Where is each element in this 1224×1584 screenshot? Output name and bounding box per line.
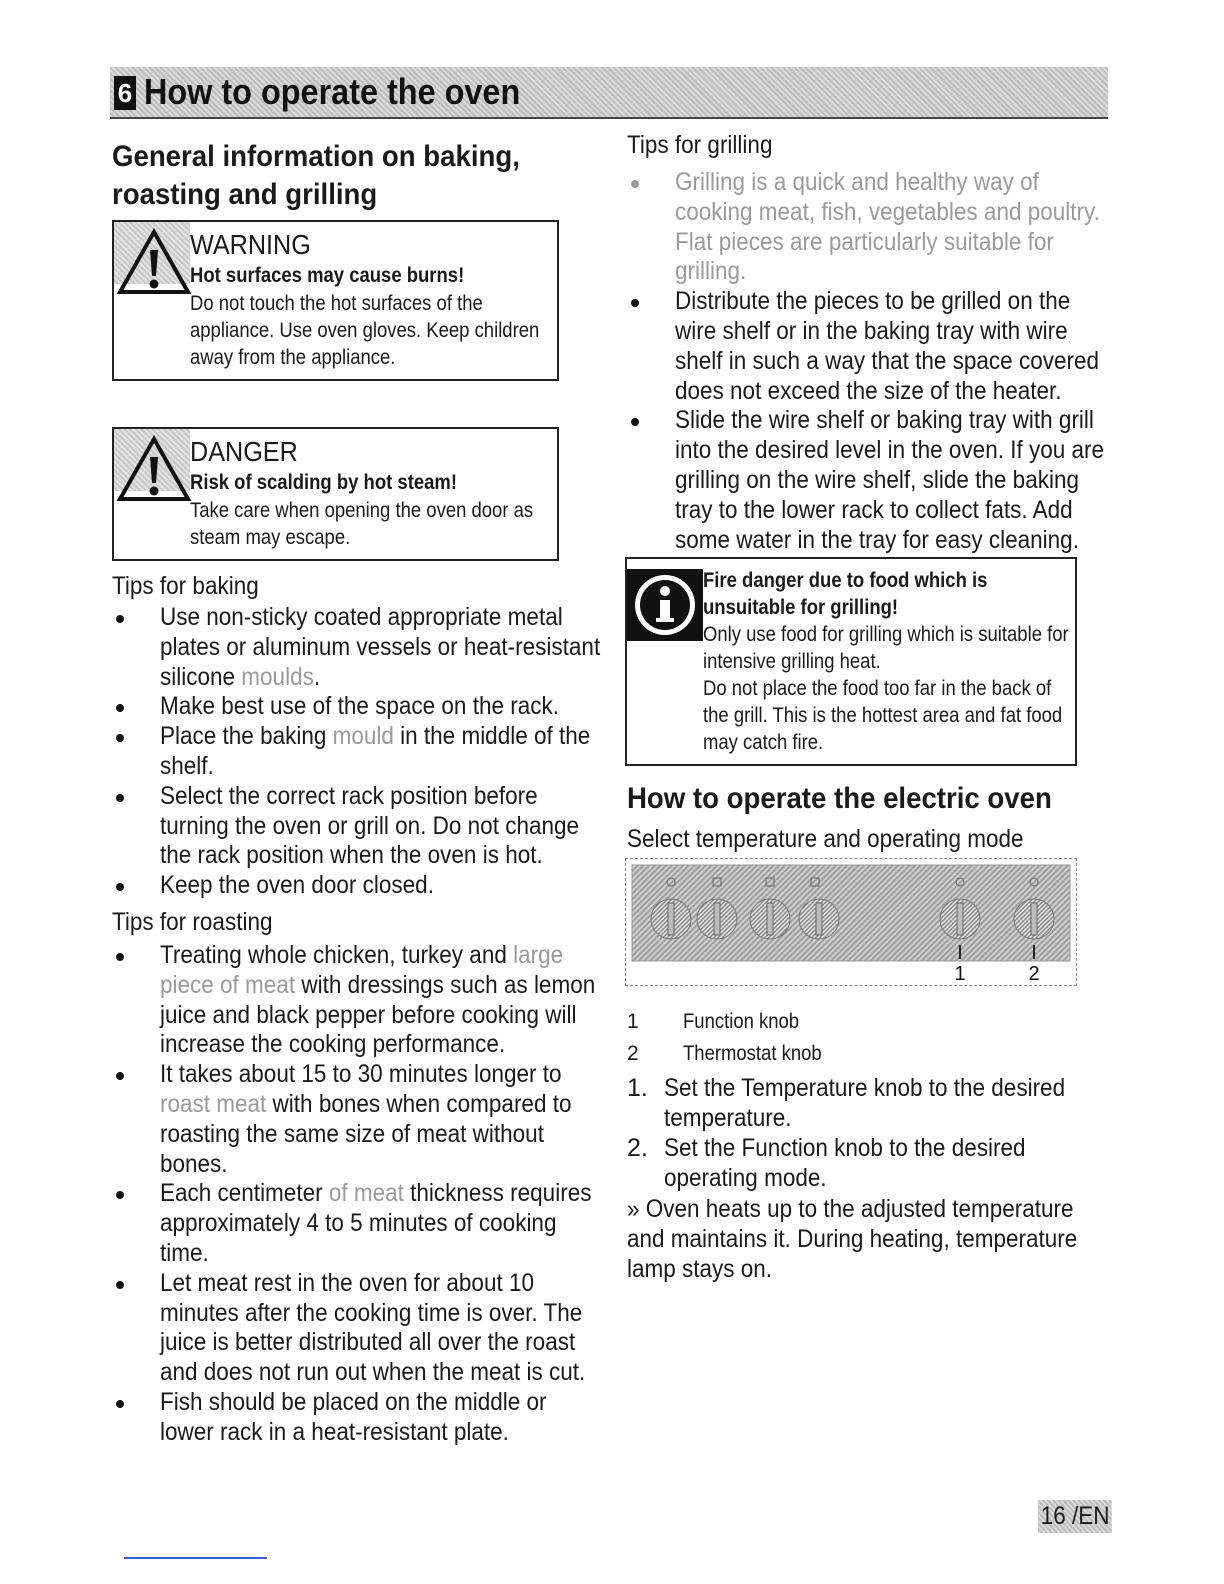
bullet-icon bbox=[116, 1072, 124, 1080]
bullet-icon bbox=[116, 794, 124, 802]
info-text: Only use food for grilling which is suitable for intensive grilling heat. bbox=[703, 623, 1069, 674]
danger-triangle-icon bbox=[116, 433, 192, 505]
danger-text: Take care when opening the oven door as steam may escape. bbox=[190, 499, 534, 549]
chapter-number-badge: 6 bbox=[114, 76, 136, 110]
list-item: Treating whole chicken, turkey and large piece of meat with dressings such as lemon juice and black pepper before cooking will increase the cooking performance. bbox=[112, 941, 602, 1060]
bullet-icon bbox=[631, 418, 639, 426]
callout-2: 2 bbox=[1028, 963, 1040, 986]
bullet-icon bbox=[116, 734, 124, 742]
grilling-tips-title: Tips for grilling bbox=[627, 131, 773, 159]
callout-1: 1 bbox=[954, 963, 966, 986]
list-item: Select the correct rack position before turning the oven or grill on. Do not change the rack position when the oven is hot. bbox=[112, 782, 602, 871]
bullet-icon bbox=[116, 615, 124, 623]
bullet-icon bbox=[631, 299, 639, 307]
warning-subheading: Hot surfaces may cause burns! bbox=[190, 264, 465, 287]
electric-oven-title: How to operate the electric oven bbox=[627, 782, 1052, 816]
chapter-header bbox=[110, 67, 1108, 119]
list-item: Keep the oven door closed. bbox=[112, 871, 602, 901]
legend-number: 1 bbox=[627, 1010, 639, 1034]
info-box bbox=[625, 557, 1077, 766]
bullet-icon bbox=[116, 1191, 124, 1199]
legend-label: Thermostat knob bbox=[683, 1042, 822, 1066]
roasting-tips-list bbox=[112, 941, 602, 1448]
page-number: 16 /EN bbox=[1038, 1500, 1112, 1533]
legend-label: Function knob bbox=[683, 1010, 800, 1034]
step-item: 1. Set the Temperature knob to the desired temperature. bbox=[627, 1074, 1066, 1133]
legend-row bbox=[627, 1038, 1107, 1070]
section-title-line: General information on baking, bbox=[112, 140, 520, 173]
footer-line bbox=[124, 1557, 267, 1559]
list-item: Make best use of the space on the rack. bbox=[112, 692, 602, 722]
grilling-tips-list bbox=[627, 168, 1107, 555]
warning-heading: WARNING bbox=[190, 229, 311, 260]
legend-number: 2 bbox=[627, 1042, 639, 1066]
info-heading-line: Fire danger due to food which is bbox=[703, 569, 988, 593]
legend-row bbox=[627, 1006, 1107, 1038]
warning-triangle-icon bbox=[116, 226, 192, 298]
step-item: 2. Set the Function knob to the desired operating mode. bbox=[627, 1133, 1026, 1192]
info-heading-line: unsuitable for grilling! bbox=[703, 596, 899, 620]
danger-content bbox=[190, 429, 557, 559]
warning-box bbox=[112, 220, 559, 381]
select-mode-title: Select temperature and operating mode bbox=[627, 825, 1024, 854]
control-panel-figure bbox=[625, 858, 1077, 986]
list-item: Slide the wire shelf or baking tray with grill into the desired level in the oven. If you are grilling on the wire shelf, slide the baking tray to the lower rack to collect fats. Add some water in the tray for easy cleaning. bbox=[627, 406, 1107, 555]
list-item: Use non-sticky coated appropriate metal plates or aluminum vessels or heat-resistant silicone moulds. bbox=[112, 603, 602, 692]
baking-tips-title: Tips for baking bbox=[112, 572, 259, 600]
info-content bbox=[703, 559, 1075, 764]
list-item: Each centimeter of meat thickness requires approximately 4 to 5 minutes of cooking time. bbox=[112, 1179, 602, 1268]
danger-subheading: Risk of scalding by hot steam! bbox=[190, 471, 457, 494]
list-item: Let meat rest in the oven for about 10 minutes after the cooking time is over. The juice is better distributed all over the roast and does not run out when the meat is cut. bbox=[112, 1269, 602, 1388]
danger-box bbox=[112, 427, 559, 561]
bullet-icon bbox=[116, 883, 124, 891]
control-panel-illustration bbox=[626, 859, 1076, 985]
bullet-icon bbox=[116, 704, 124, 712]
info-icon bbox=[627, 569, 703, 641]
baking-tips-list bbox=[112, 603, 602, 901]
bullet-icon bbox=[116, 1400, 124, 1408]
chapter-title: How to operate the oven bbox=[144, 71, 521, 112]
list-item: Grilling is a quick and healthy way of cooking meat, fish, vegetables and poultry. Flat pieces are particularly suitable for grilling. bbox=[627, 168, 1107, 287]
list-item: It takes about 15 to 30 minutes longer to roast meat with bones when compared to roasting the same size of meat without bones. bbox=[112, 1060, 602, 1179]
section-title bbox=[112, 138, 563, 214]
info-text: Do not place the food too far in the back of the grill. This is the hottest area and fat food may catch fire. bbox=[703, 677, 1063, 755]
steps-list bbox=[627, 1074, 1107, 1193]
bullet-icon bbox=[631, 180, 639, 188]
section-title-line: roasting and grilling bbox=[112, 178, 378, 211]
figure-legend bbox=[627, 1006, 1107, 1070]
list-item: Place the baking mould in the middle of the shelf. bbox=[112, 722, 602, 782]
bullet-icon bbox=[116, 1281, 124, 1289]
warning-text: Do not touch the hot surfaces of the appliance. Use oven gloves. Keep children away from the appliance. bbox=[190, 292, 540, 369]
right-column bbox=[627, 130, 1107, 1284]
left-column bbox=[112, 138, 602, 1448]
list-item: Distribute the pieces to be grilled on the wire shelf or in the baking tray with wire shelf in such a way that the space covered does not exceed the size of the heater. bbox=[627, 287, 1107, 406]
danger-heading: DANGER bbox=[190, 436, 298, 467]
warning-content bbox=[190, 222, 557, 379]
result-text: » Oven heats up to the adjusted temperature and maintains it. During heating, temperature lamp stays on. bbox=[627, 1194, 1078, 1283]
roasting-tips-title: Tips for roasting bbox=[112, 907, 273, 936]
bullet-icon bbox=[116, 953, 124, 961]
list-item: Fish should be placed on the middle or lower rack in a heat-resistant plate. bbox=[112, 1388, 602, 1448]
